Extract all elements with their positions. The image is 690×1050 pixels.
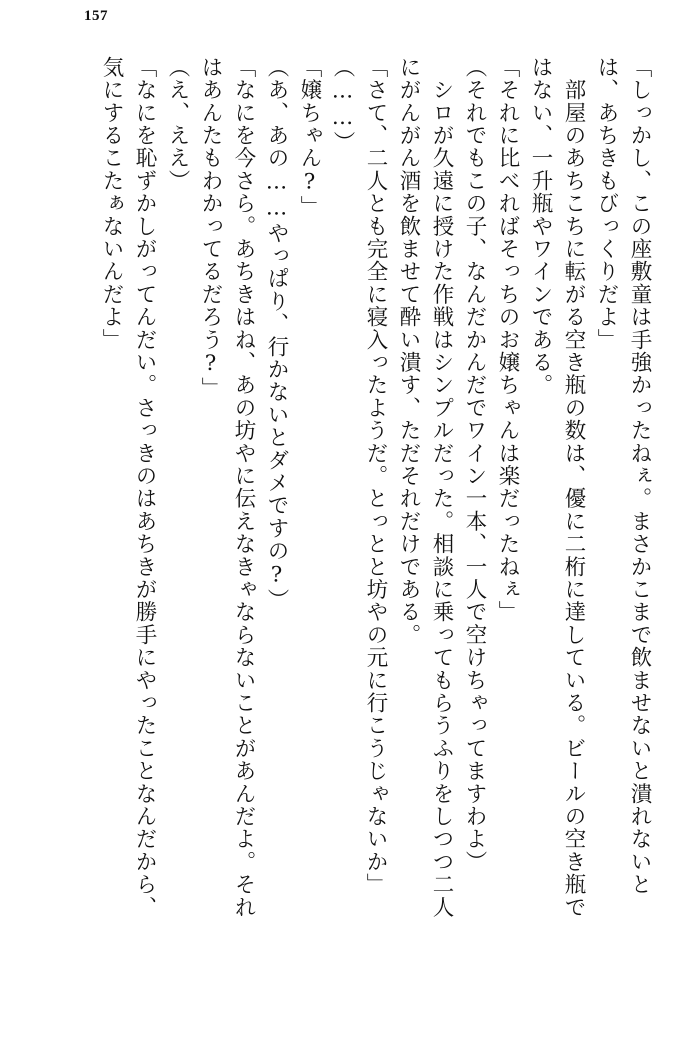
text-column: （……） (330, 56, 355, 154)
text-column: はあんたもわかってるだろう?」 (198, 56, 223, 400)
text-column: 「しっかし、この座敷童は手強かったねぇ。まさかこまで飲ませないと潰れないと (627, 56, 652, 896)
text-column: 気にするこたぁないんだよ」 (99, 56, 124, 352)
text-column: （え、ええ） (165, 56, 190, 193)
text-column: はない、一升瓶やワインである。 (528, 56, 553, 397)
text-column: 「なにを今さら。あちきはね、あの坊やに伝えなきゃならないことがあんだよ。それ (231, 56, 256, 919)
text-column: 部屋のあちこちに転がる空き瓶の数は、優に二桁に達している。ビールの空き瓶で (561, 56, 586, 919)
page-number: 157 (84, 8, 108, 24)
text-column: 「嬢ちゃん?」 (297, 56, 322, 219)
text-column: （それでもこの子、なんだかんだでワイン一本、一人で空けちゃってますわよ） (462, 56, 487, 874)
text-column: 「それに比べればそっちのお嬢ちゃんは楽だったねぇ」 (495, 56, 520, 624)
vertical-text-body (40, 56, 650, 1026)
text-column: （あ、あの……やっぱり、行かないとダメですの?） (264, 56, 289, 612)
text-column: シロが久遠に授けた作戦はシンプルだった。相談に乗ってもらうふりをしつつ二人 (429, 56, 454, 919)
text-column: にがんがん酒を飲ませて酔い潰す、ただそれだけである。 (396, 56, 421, 647)
text-column: 「なにを恥ずかしがってんだい。さっきのはあちきが勝手にやったことなんだから、 (132, 56, 157, 919)
text-column: 「さて、二人とも完全に寝入ったようだ。とっとと坊やの元に行こうじゃないか」 (363, 56, 388, 896)
text-column: は、あちきもびっくりだよ」 (594, 56, 619, 352)
